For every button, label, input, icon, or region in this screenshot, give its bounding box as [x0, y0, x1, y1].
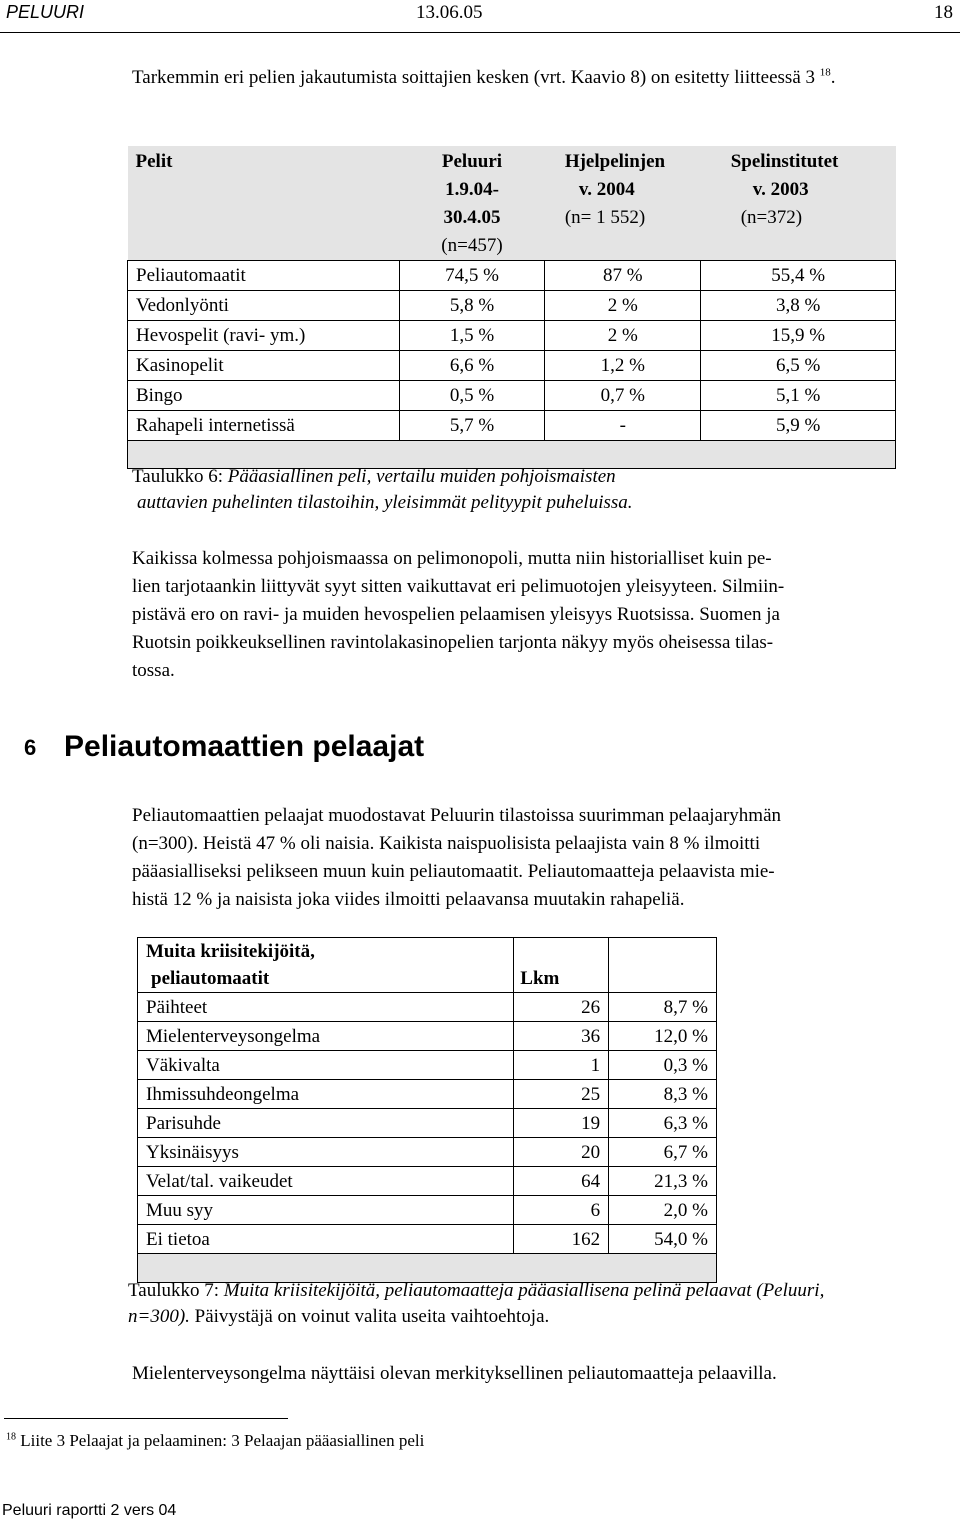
header-rule: [0, 32, 960, 33]
footnote: [6, 1431, 424, 1451]
cell-hjelp: -: [545, 411, 701, 441]
table-row: Ei tietoa 162 54,0 %: [138, 1225, 717, 1254]
page-footer: Peluuri raportti 2 vers 04: [2, 1502, 177, 1519]
table-row: Parisuhde 19 6,3 %: [138, 1109, 717, 1138]
table-row: [128, 291, 896, 321]
running-header-date: 13.06.05: [416, 2, 483, 23]
cell-game: Rahapeli internetissä: [128, 411, 400, 441]
cell-spel: 6,5 %: [701, 351, 896, 381]
cell-peluuri: 0,5 %: [399, 381, 545, 411]
col-header-hjelpelinjen: Hjelpelinjen v. 2004 (n= 1 552): [545, 146, 701, 261]
section-number: 6: [24, 735, 37, 760]
table-row: Päihteet 26 8,7 %: [138, 993, 717, 1022]
intro-text: Tarkemmin eri pelien jakautumista soittajien kesken (vrt. Kaavio 8) on esitetty liitteessä 3: [132, 67, 816, 88]
col-header-games: Pelit: [128, 146, 400, 261]
intro-paragraph: [132, 64, 872, 92]
caption-label: Taulukko 6:: [132, 466, 228, 487]
table-6-game-comparison: [127, 146, 896, 469]
table-row: Väkivalta 1 0,3 %: [138, 1051, 717, 1080]
cell-peluuri: 5,7 %: [399, 411, 545, 441]
footnote-rule: [4, 1418, 288, 1419]
cell-peluuri: 1,5 %: [399, 321, 545, 351]
body-paragraph-3: Mielenterveysongelma näyttäisi olevan merkityksellinen peliautomaatteja pelaavilla.: [132, 1363, 777, 1384]
col-header-count: Lkm: [514, 938, 609, 993]
table-6-header-row: [128, 146, 896, 261]
table-row: [128, 411, 896, 441]
table-row: [128, 351, 896, 381]
col-header-factor: Muita kriisitekijöitä, peliautomaatit: [138, 938, 514, 993]
cell-peluuri: 5,8 %: [399, 291, 545, 321]
caption-text-line2: n=300).: [128, 1306, 190, 1327]
col-header-spelinstitutet: Spelinstitutet v. 2003 (n=372): [701, 146, 896, 261]
cell-game: Hevospelit (ravi- ym.): [128, 321, 400, 351]
caption-text: Pääasiallinen peli, vertailu muiden pohjoismaisten: [227, 466, 616, 487]
intro-end: .: [830, 67, 836, 88]
table-7-header-row: [138, 938, 717, 993]
cell-game: Bingo: [128, 381, 400, 411]
cell-hjelp: 2 %: [545, 291, 701, 321]
cell-spel: 55,4 %: [701, 261, 896, 291]
caption-text-line2: auttavien puhelinten tilastoihin, yleisimmät pelityypit puheluissa.: [137, 492, 633, 513]
cell-hjelp: 1,2 %: [545, 351, 701, 381]
table-row: [128, 381, 896, 411]
caption-label: Taulukko 7:: [128, 1280, 224, 1301]
body-paragraph-2: Peliautomaattien pelaajat muodostavat Peluurin tilastoissa suurimman pelaajaryhmän (n=300). Heistä 47 % oli naisia. Kaikista naispuolisista pelaajista vain 8 % ilmoitti pääasialliseksi pelikseen muun kuin peliautomaatit. Peliautomaatteja pelaavista mie- histä 12 % ja naisista joka viides ilmoitti pelaavansa muutakin rahapeliä.: [132, 805, 781, 910]
cell-hjelp: 0,7 %: [545, 381, 701, 411]
cell-hjelp: 2 %: [545, 321, 701, 351]
table-row: Ihmissuhdeongelma 25 8,3 %: [138, 1080, 717, 1109]
table-row: Muu syy 6 2,0 %: [138, 1196, 717, 1225]
table-row: [128, 261, 896, 291]
table-row: Yksinäisyys 20 6,7 %: [138, 1138, 717, 1167]
cell-hjelp: 87 %: [545, 261, 701, 291]
col-header-peluuri: Peluuri 1.9.04- 30.4.05 (n=457): [399, 146, 545, 261]
caption-rest: Päivystäjä on voinut valita useita vaihtoehtoja.: [189, 1306, 550, 1327]
body-paragraph-1: Kaikissa kolmessa pohjoismaassa on pelimonopoli, mutta niin historialliset kuin pe- lien tarjotaankin liittyvät syyt sitten vaikuttavat eri pelimuotojen yleisyyteen. Silmiin- pistävä ero on ravi- ja muiden hevospelien pelaamisen yleisyys Ruotsissa. Suomen ja Ruotsin poikkeuksellinen ravintolakasinopelien tarjonta näkyy myös oheisessa tilas- tossa.: [132, 548, 785, 681]
running-header-title: PELUURI: [6, 2, 85, 22]
section-heading: Peliautomaattien pelaajat: [64, 730, 425, 763]
cell-spel: 15,9 %: [701, 321, 896, 351]
page-number: 18: [934, 2, 953, 23]
cell-peluuri: 74,5 %: [399, 261, 545, 291]
cell-game: Vedonlyönti: [128, 291, 400, 321]
cell-spel: 5,1 %: [701, 381, 896, 411]
cell-spel: 3,8 %: [701, 291, 896, 321]
table-row: Mielenterveysongelma 36 12,0 %: [138, 1022, 717, 1051]
table-row: Velat/tal. vaikeudet 64 21,3 %: [138, 1167, 717, 1196]
cell-game: Kasinopelit: [128, 351, 400, 381]
cell-game: Peliautomaatit: [128, 261, 400, 291]
caption-text: Muita kriisitekijöitä, peliautomaatteja pääasiallisena pelinä pelaavat (Peluuri,: [223, 1280, 825, 1301]
table-row: [128, 321, 896, 351]
table-7-caption: [128, 1278, 948, 1330]
table-7-crisis-factors: [137, 937, 717, 1283]
footnote-text: Liite 3 Pelaajat ja pelaaminen: 3 Pelaajan pääasiallinen peli: [16, 1431, 425, 1450]
table-6-caption: [132, 464, 633, 516]
footnote-ref[interactable]: 18: [819, 66, 831, 79]
cell-peluuri: 6,6 %: [399, 351, 545, 381]
footnote-number: 18: [6, 1431, 16, 1443]
cell-spel: 5,9 %: [701, 411, 896, 441]
col-header-percent: [609, 938, 717, 993]
